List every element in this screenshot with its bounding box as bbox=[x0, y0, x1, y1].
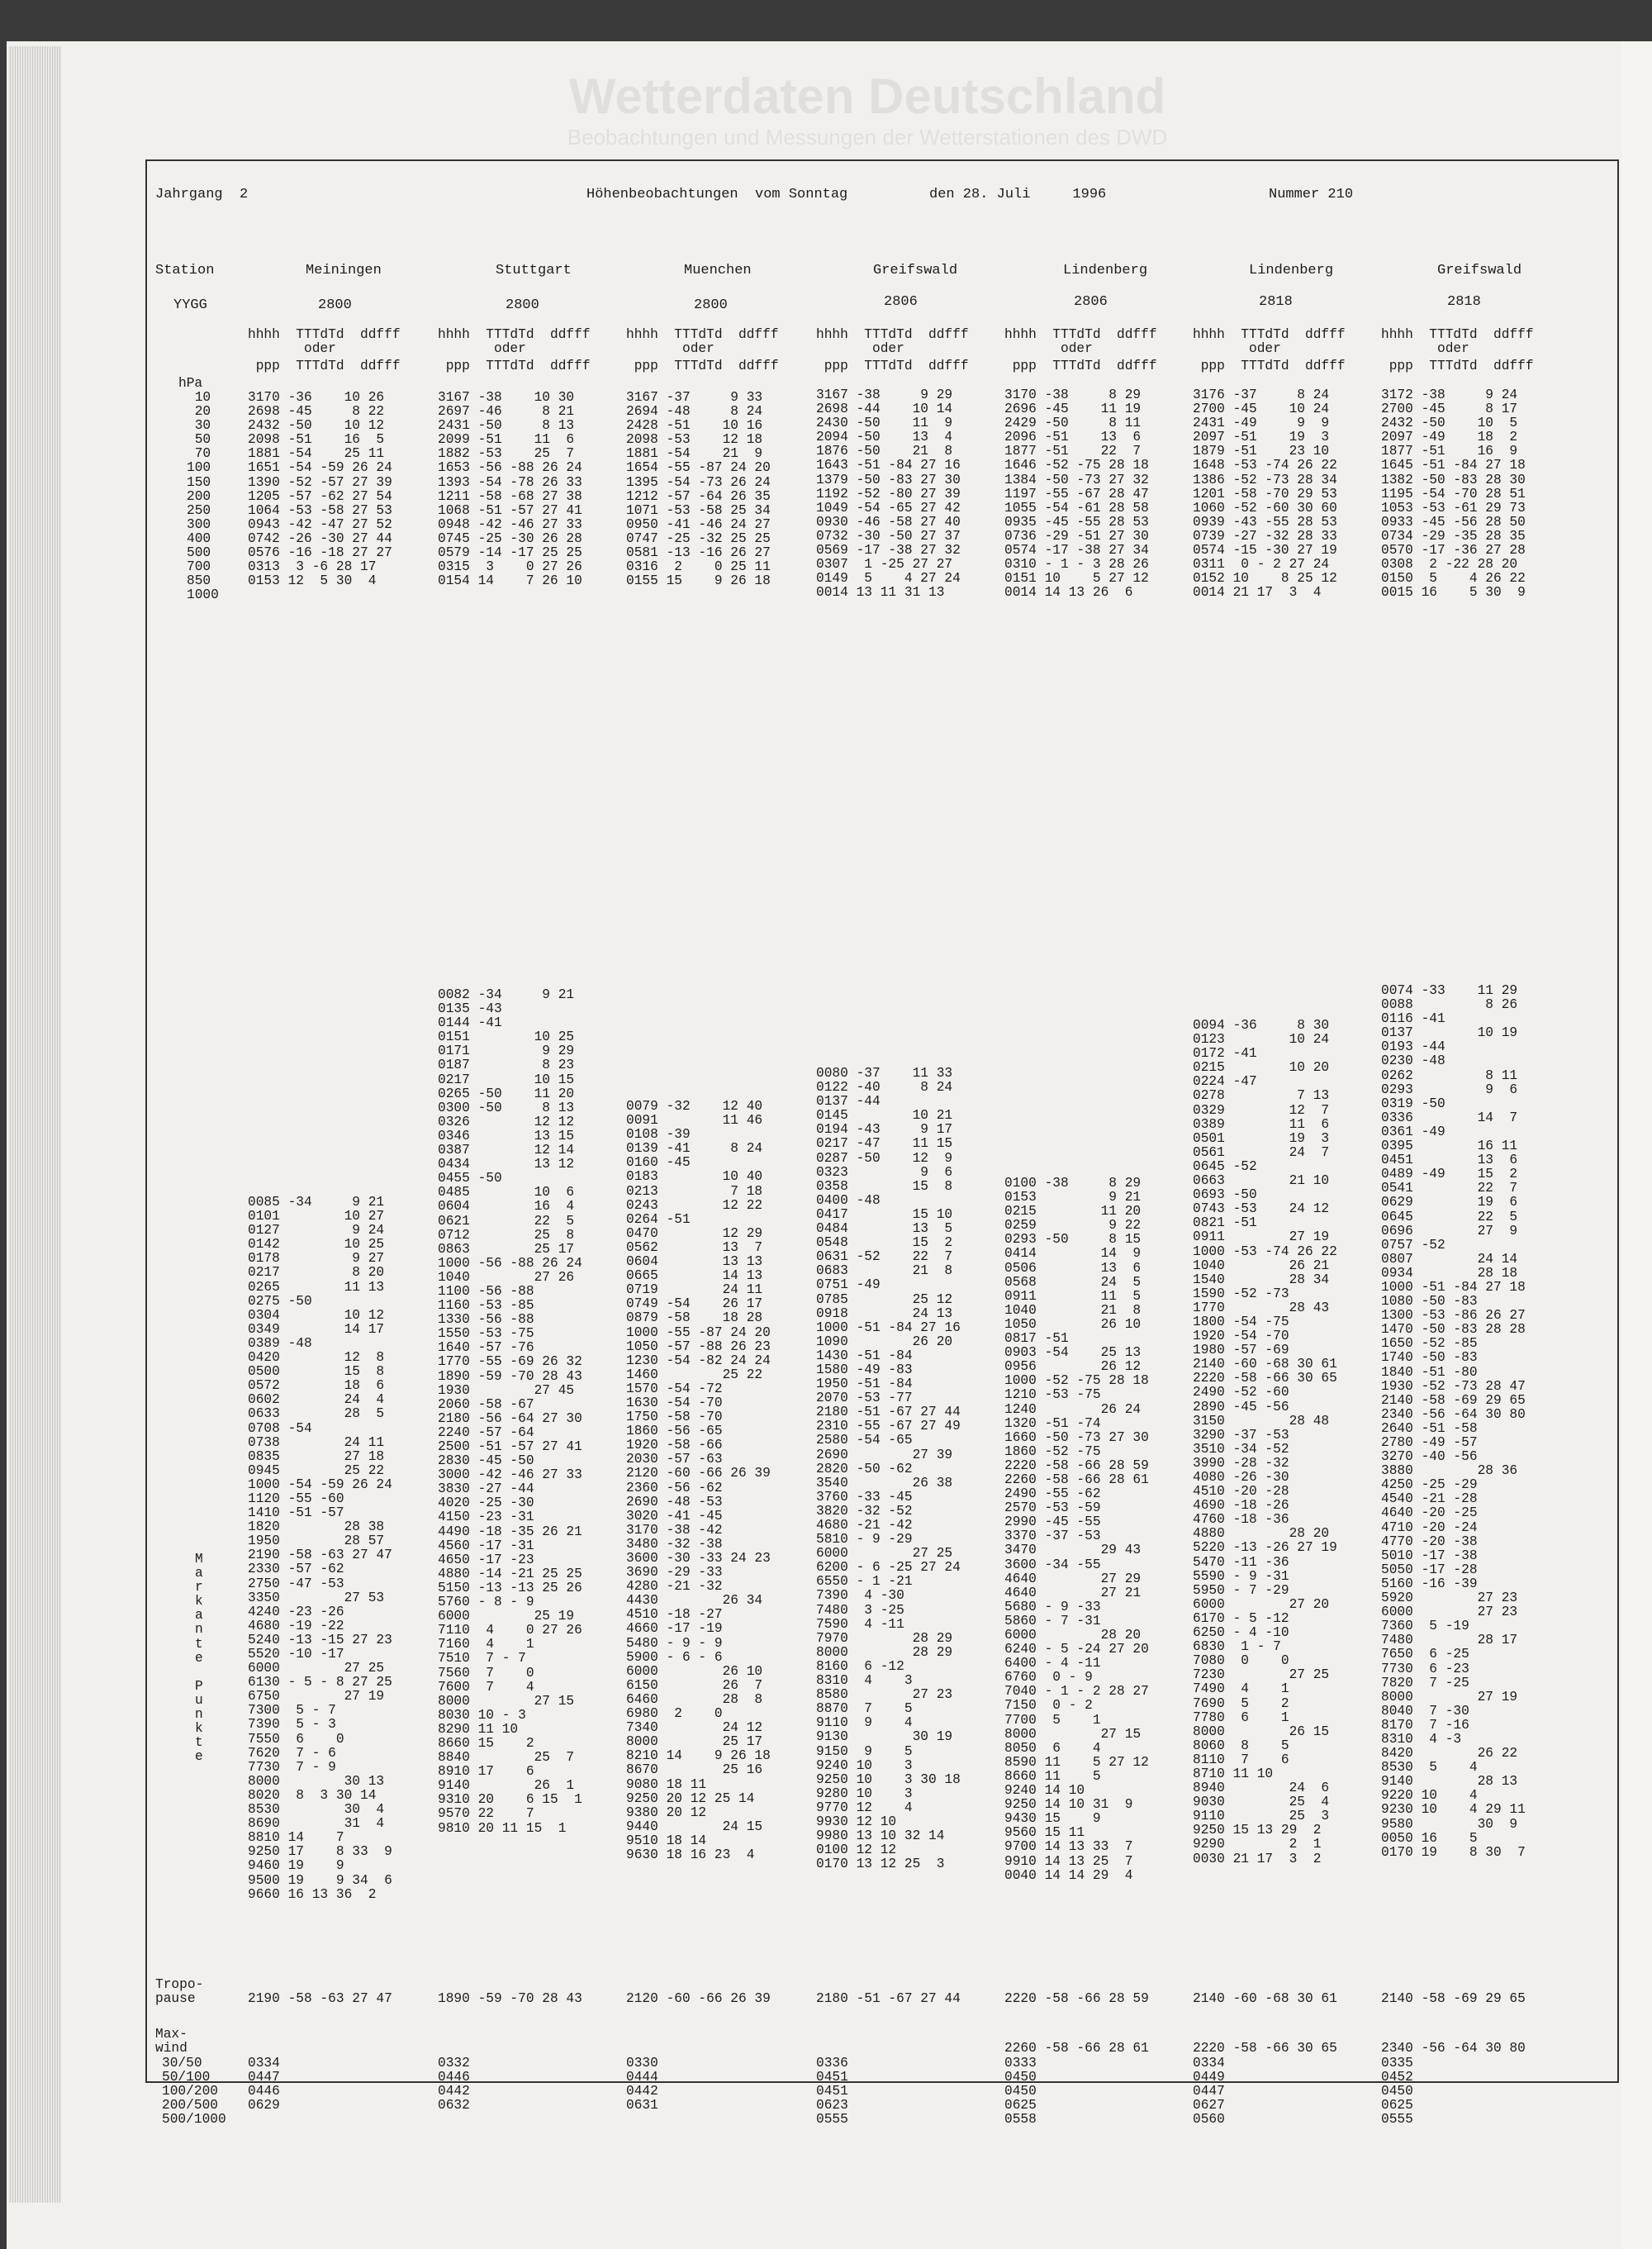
tropopause-value: 2220 -58 -66 28 59 bbox=[1004, 1991, 1149, 2006]
yygg-value: 2806 bbox=[884, 294, 918, 310]
yygg-value: 2800 bbox=[694, 297, 728, 313]
ghost-title: Wetterdaten Deutschland bbox=[568, 69, 1166, 124]
column-heading: oder bbox=[1193, 341, 1281, 356]
yygg-value: 2800 bbox=[318, 297, 352, 313]
column-heading: hhhh TTTdTd ddfff bbox=[1193, 327, 1346, 342]
shear-values: 0333 0450 0450 0625 0558 bbox=[1004, 2056, 1037, 2128]
shear-values: 0330 0444 0442 0631 bbox=[626, 2056, 658, 2113]
column-heading: ppp TTTdTd ddfff bbox=[248, 359, 401, 373]
significant-points-block: 0082 -34 9 21 0135 -43 0144 -41 0151 10 25 0171 9 29 0187 8 23 0217 10 15 0265 -50 11 20 0300 -50 8 13 0326 12 12 0346 13 15 0387 12 14 0434 13 12 0455 -50 0485 10 6 0604 16 4 0621 22 5 0712 25 8 0863 25 17 1000 -56 -88 26 24 1040 27 26 1100 -56 -88 1160 -53 -85 1330 -56 -88 1550 -53 -75 1640 -57 -76 1770 -55 -69 26 32 1890 -59 -70 28 43 1930 27 45 2060 -58 -67 2180 -56 -64 27 30 2240 -57 -64 2500 -51 -57 27 41 2830 -45 -50 3000 -42 -46 27 33 3830 -27 -44 4020 -25 -30 4150 -23 -31 4490 -18 -35 26 21 4560 -17 -31 4650 -17 -23 4880 -14 -21 25 25 5150 -13 -13 25 26 5760 - 8 - 9 6000 25 19 7110 4 0 27 26 7160 4 1 7510 7 - 7 7560 7 0 7600 7 4 8000 27 15 8030 10 - 3 8290 11 10 8660 15 2 8840 25 7 8910 17 6 9140 26 1 9310 20 6 15 1 9570 22 7 9810 20 11 15 1 bbox=[438, 987, 582, 1836]
significant-points-label: M a r k a n t e P u n k t e bbox=[195, 1552, 203, 1765]
column-heading: hhhh TTTdTd ddfff bbox=[438, 327, 591, 342]
yygg-value: 2818 bbox=[1259, 294, 1293, 310]
station-name: Lindenberg bbox=[1249, 263, 1334, 278]
maxwind-label: Max- wind bbox=[155, 2027, 188, 2056]
column-heading: oder bbox=[626, 341, 714, 356]
shear-values: 0332 0446 0442 0632 bbox=[438, 2056, 470, 2113]
column-heading: ppp TTTdTd ddfff bbox=[1004, 359, 1157, 373]
pressure-levels: 10 20 30 50 70 100 150 200 250 300 400 500 700 850 1000 bbox=[187, 390, 219, 603]
column-heading: ppp TTTdTd ddfff bbox=[626, 359, 779, 373]
standard-level-block: 3170 -38 8 29 2696 -45 11 19 2429 -50 8 11 2096 -51 13 6 1877 -51 22 7 1646 -52 -75 28 18 1384 -50 -73 27 32 1197 -55 -67 28 47 1055 -54 -61 28 58 0935 -45 -55 28 53 0736 -29 -51 27 30 0574 -17 -38 27 34 0310 - 1 - 3 28 26 0151 10 5 27 12 0014 14 13 26 6 bbox=[1004, 388, 1149, 601]
standard-level-block: 3167 -38 9 29 2698 -44 10 14 2430 -50 11 9 2094 -50 13 4 1876 -50 21 8 1643 -51 -84 27 16 1379 -50 -83 27 30 1192 -52 -80 27 39 1049 -54 -65 27 42 0930 -46 -58 27 40 0732 -30 -50 27 37 0569 -17 -38 27 32 0307 1 -25 27 27 0149 5 4 27 24 0014 13 11 31 13 bbox=[816, 388, 961, 601]
station-name: Meiningen bbox=[306, 263, 382, 278]
column-heading: ppp TTTdTd ddfff bbox=[1193, 359, 1346, 373]
shear-values: 0334 0449 0447 0627 0560 bbox=[1193, 2056, 1225, 2128]
column-heading: oder bbox=[1004, 341, 1093, 356]
standard-level-block: 3176 -37 8 24 2700 -45 10 24 2431 -49 9 9 2097 -51 19 3 1879 -51 23 10 1648 -53 -74 26 22 1386 -52 -73 28 34 1201 -58 -70 29 53 1060 -52 -60 30 60 0939 -43 -55 28 53 0739 -27 -32 28 33 0574 -15 -30 27 19 0311 0 - 2 27 24 0152 10 8 25 12 0014 21 17 3 4 bbox=[1193, 388, 1337, 601]
station-label: Station bbox=[155, 263, 215, 278]
station-name: Muenchen bbox=[684, 263, 752, 278]
standard-level-block: 3172 -38 9 24 2700 -45 8 17 2432 -50 10 5 2097 -49 18 2 1877 -51 16 9 1645 -51 -84 27 18 1382 -50 -83 28 30 1195 -54 -70 28 51 1053 -53 -61 29 73 0933 -45 -56 28 50 0734 -29 -35 28 35 0570 -17 -36 27 28 0308 2 -22 28 20 0150 5 4 26 22 0015 16 5 30 9 bbox=[1381, 388, 1526, 601]
station-name: Greifswald bbox=[873, 263, 958, 278]
yygg-value: 2806 bbox=[1074, 294, 1108, 310]
column-heading: oder bbox=[438, 341, 526, 356]
tropopause-value: 2190 -58 -63 27 47 bbox=[248, 1991, 392, 2006]
tropopause-label: Tropo- pause bbox=[155, 1977, 204, 2007]
significant-points-block: 0080 -37 11 33 0122 -40 8 24 0137 -44 0145 10 21 0194 -43 9 17 0217 -47 11 15 0287 -50 12 9 0323 9 6 0358 15 8 0400 -48 0417 15 10 0484 13 5 0548 15 2 0631 -52 22 7 0683 21 8 0751 -49 0785 25 12 0918 24 13 1000 -51 -84 27 16 1090 26 20 1430 -51 -84 1580 -49 -83 1950 -51 -84 2070 -53 -77 2180 -51 -67 27 44 2310 -55 -67 27 49 2580 -54 -65 2690 27 39 2820 -50 -62 3540 26 38 3760 -33 -45 3820 -32 -52 4680 -21 -42 5810 - 9 -29 6000 27 25 6200 - 6 -25 27 24 6550 - 1 -21 7390 4 -30 7480 3 -25 7590 4 -11 7970 28 29 8000 28 29 8160 6 -12 8310 4 3 8580 27 23 8870 7 5 9110 9 4 9130 30 19 9150 9 5 9240 10 3 9250 10 3 30 18 9280 10 3 9770 12 4 9930 12 10 9980 13 10 32 14 0100 12 12 0170 13 12 25 3 bbox=[816, 1066, 961, 1872]
yygg-value: 2800 bbox=[506, 297, 539, 313]
page-edges bbox=[8, 46, 61, 2203]
maxwind-value: 2220 -58 -66 30 65 bbox=[1193, 2041, 1337, 2056]
next-page-edge bbox=[1621, 41, 1652, 2249]
yygg-label: YYGG bbox=[173, 297, 207, 313]
tropopause-value: 2140 -60 -68 30 61 bbox=[1193, 1991, 1337, 2006]
column-heading: hhhh TTTdTd ddfff bbox=[248, 327, 401, 342]
standard-level-block: 3167 -38 10 30 2697 -46 8 21 2431 -50 8 13 2099 -51 11 6 1882 -53 25 7 1653 -56 -88 26 24 1393 -54 -78 26 33 1211 -58 -68 27 38 1068 -51 -57 27 41 0948 -42 -46 27 33 0745 -25 -30 26 28 0579 -14 -17 25 25 0315 3 0 27 26 0154 14 7 26 10 bbox=[438, 390, 582, 589]
column-heading: oder bbox=[248, 341, 336, 356]
station-name: Lindenberg bbox=[1063, 263, 1148, 278]
station-name: Greifswald bbox=[1437, 263, 1522, 278]
significant-points-block: 0079 -32 12 40 0091 11 46 0108 -39 0139 -41 8 24 0160 -45 0183 10 40 0213 7 18 0243 12 22 0264 -51 0470 12 29 0562 13 7 0604 13 13 0665 14 13 0719 24 11 0749 -54 26 17 0879 -58 18 28 1000 -55 -87 24 20 1050 -57 -88 26 23 1230 -54 -82 24 24 1460 25 22 1570 -54 -72 1630 -54 -70 1750 -58 -70 1860 -56 -65 1920 -58 -66 2030 -57 -63 2120 -60 -66 26 39 2360 -56 -62 2690 -48 -53 3020 -41 -45 3170 -38 -42 3480 -32 -38 3600 -30 -33 24 23 3690 -29 -33 4280 -21 -32 4430 26 34 4510 -18 -27 4660 -17 -19 5480 - 9 - 9 5900 - 6 - 6 6000 26 10 6150 26 7 6460 28 8 6980 2 0 7340 24 12 8000 25 17 8210 14 9 26 18 8670 25 16 9080 18 11 9250 20 12 25 14 9380 20 12 9440 24 15 9510 18 14 9630 18 16 23 4 bbox=[626, 1099, 771, 1862]
significant-points-block: 0100 -38 8 29 0153 9 21 0215 11 20 0259 9 22 0293 -50 8 15 0414 14 9 0506 13 6 0568 24 5 0911 11 5 1040 21 8 1050 26 10 0817 -51 0903 -54 25 13 0956 26 12 1000 -52 -75 28 18 1210 -53 -75 1240 26 24 1320 -51 -74 1660 -50 -73 27 30 1860 -52 -75 2220 -58 -66 28 59 2260 -58 -66 28 61 2490 -55 -62 2570 -53 -59 2990 -45 -55 3370 -37 -53 3470 29 43 3600 -34 -55 4640 27 29 4640 27 21 5680 - 9 -33 5860 - 7 -31 6000 28 20 6240 - 5 -24 27 20 6400 - 4 -11 6760 0 - 9 7040 - 1 - 2 28 27 7150 0 - 2 7700 5 1 8000 27 15 8050 6 4 8590 11 5 27 12 8660 11 5 9240 14 10 9250 14 10 31 9 9430 15 9 9560 15 11 9700 14 13 33 7 9910 14 13 25 7 0040 14 14 29 4 bbox=[1004, 1176, 1149, 1883]
column-heading: hhhh TTTdTd ddfff bbox=[816, 327, 969, 342]
column-heading: hhhh TTTdTd ddfff bbox=[626, 327, 779, 342]
standard-level-block: 3167 -37 9 33 2694 -48 8 24 2428 -51 10 16 2098 -53 12 18 1881 -54 21 9 1654 -55 -87 24 20 1395 -54 -73 26 24 1212 -57 -64 26 35 1071 -53 -58 25 34 0950 -41 -46 24 27 0747 -25 -32 25 25 0581 -13 -16 26 27 0316 2 0 25 11 0155 15 9 26 18 bbox=[626, 390, 771, 589]
unit-hpa: hPa bbox=[178, 376, 203, 391]
yygg-value: 2818 bbox=[1447, 294, 1481, 310]
report-title: Höhenbeobachtungen vom Sonntag bbox=[586, 187, 848, 202]
column-heading: hhhh TTTdTd ddfff bbox=[1004, 327, 1157, 342]
significant-points-block: 0074 -33 11 29 0088 8 26 0116 -41 0137 10 19 0193 -44 0230 -48 0262 8 11 0293 9 6 0319 -50 0336 14 7 0361 -49 0395 16 11 0451 13 6 0489 -49 15 2 0541 22 7 0629 19 6 0645 22 5 0696 27 9 0757 -52 0807 24 14 0934 28 18 1000 -51 -84 27 18 1080 -50 -83 1300 -53 -86 26 27 1470 -50 -83 28 28 1650 -52 -85 1740 -50 -83 1840 -51 -80 1930 -52 -73 28 47 2140 -58 -69 29 65 2340 -56 -64 30 80 2640 -51 -58 2780 -49 -57 3270 -40 -56 3880 28 36 4250 -25 -29 4540 -21 -28 4640 -20 -25 4710 -20 -24 4770 -20 -38 5010 -17 -38 5050 -17 -28 5160 -16 -39 5920 27 23 6000 27 23 7360 5 -19 7480 28 17 7650 6 -25 7730 6 -23 7820 7 -25 8000 27 19 8040 7 -30 8170 7 -16 8310 4 -3 8420 26 22 8530 5 4 9140 28 13 9220 10 4 9230 10 4 29 11 9580 30 9 0050 16 5 0170 19 8 30 7 bbox=[1381, 983, 1526, 1860]
column-heading: hhhh TTTdTd ddfff bbox=[1381, 327, 1534, 342]
shear-values: 0335 0452 0450 0625 0555 bbox=[1381, 2056, 1413, 2128]
ghost-subtitle: Beobachtungen und Messungen der Wetterstationen des DWD bbox=[567, 125, 1168, 150]
column-heading: oder bbox=[816, 341, 904, 356]
tropopause-value: 2120 -60 -66 26 39 bbox=[626, 1991, 771, 2006]
significant-points-block: 0094 -36 8 30 0123 10 24 0172 -41 0215 10 20 0224 -47 0278 7 13 0329 12 7 0389 11 6 0501 19 3 0561 24 7 0645 -52 0663 21 10 0693 -50 0743 -53 24 12 0821 -51 0911 27 19 1000 -53 -74 26 22 1040 26 21 1540 28 34 1590 -52 -73 1770 28 43 1800 -54 -75 1920 -54 -70 1980 -57 -69 2140 -60 -68 30 61 2220 -58 -66 30 65 2490 -52 -60 2890 -45 -56 3150 28 48 3290 -37 -53 3510 -34 -52 3990 -28 -32 4080 -26 -30 4510 -20 -28 4690 -18 -26 4760 -18 -36 4880 28 20 5220 -13 -26 27 19 5470 -11 -36 5590 - 9 -31 5950 - 7 -29 6000 27 20 6170 - 5 -12 6250 - 4 -10 6830 1 - 7 7080 0 0 7230 27 25 7490 4 1 7690 5 2 7780 6 1 8000 26 15 8060 8 5 8110 7 6 8710 11 10 8940 24 6 9030 25 4 9110 25 3 9250 15 13 29 2 9290 2 1 0030 21 17 3 2 bbox=[1193, 1018, 1337, 1866]
report-date: den 28. Juli 1996 bbox=[929, 187, 1107, 202]
standard-level-block: 3170 -36 10 26 2698 -45 8 22 2432 -50 10 12 2098 -51 16 5 1881 -54 25 11 1651 -54 -59 26 24 1390 -52 -57 27 39 1205 -57 -62 27 54 1064 -53 -58 27 53 0943 -42 -47 27 52 0742 -26 -30 27 44 0576 -16 -18 27 27 0313 3 -6 28 17 0153 12 5 30 4 bbox=[248, 390, 392, 589]
tropopause-value: 1890 -59 -70 28 43 bbox=[438, 1991, 582, 2006]
column-heading: ppp TTTdTd ddfff bbox=[816, 359, 969, 373]
column-heading: ppp TTTdTd ddfff bbox=[438, 359, 591, 373]
shear-layer-labels: 30/50 50/100 100/200 200/500 500/1000 bbox=[162, 2056, 226, 2128]
report-number: Nummer 210 bbox=[1269, 187, 1354, 202]
bleed-through-header bbox=[496, 68, 1239, 150]
column-heading: ppp TTTdTd ddfff bbox=[1381, 359, 1534, 373]
jahrgang-label: Jahrgang 2 bbox=[155, 187, 249, 202]
shear-values: 0336 0451 0451 0623 0555 bbox=[816, 2056, 848, 2128]
shear-values: 0334 0447 0446 0629 bbox=[248, 2056, 280, 2113]
maxwind-value: 2340 -56 -64 30 80 bbox=[1381, 2041, 1526, 2056]
significant-points-block: 0085 -34 9 21 0101 10 27 0127 9 24 0142 10 25 0178 9 27 0217 8 20 0265 11 13 0275 -50 0304 10 12 0349 14 17 0389 -48 0420 12 8 0500 15 8 0572 18 6 0602 24 4 0633 28 5 0708 -54 0738 24 11 0835 27 18 0945 25 22 1000 -54 -59 26 24 1120 -55 -60 1410 -51 -57 1820 28 38 1950 28 57 2190 -58 -63 27 47 2330 -57 -62 2750 -47 -53 3350 27 53 4240 -23 -26 4680 -19 -22 5240 -13 -15 27 23 5520 -10 -17 6000 27 25 6130 - 5 - 8 27 25 6750 27 19 7300 5 - 7 7390 5 - 3 7550 6 0 7620 7 - 6 7730 7 - 9 8000 30 13 8020 8 3 30 14 8530 30 4 8690 31 4 8810 14 7 9250 17 8 33 9 9460 19 9 9500 19 9 34 6 9660 16 13 36 2 bbox=[248, 1195, 392, 1902]
maxwind-value: 2260 -58 -66 28 61 bbox=[1004, 2041, 1149, 2056]
column-heading: oder bbox=[1381, 341, 1469, 356]
tropopause-value: 2180 -51 -67 27 44 bbox=[816, 1991, 961, 2006]
tropopause-value: 2140 -58 -69 29 65 bbox=[1381, 1991, 1526, 2006]
station-name: Stuttgart bbox=[496, 263, 572, 278]
